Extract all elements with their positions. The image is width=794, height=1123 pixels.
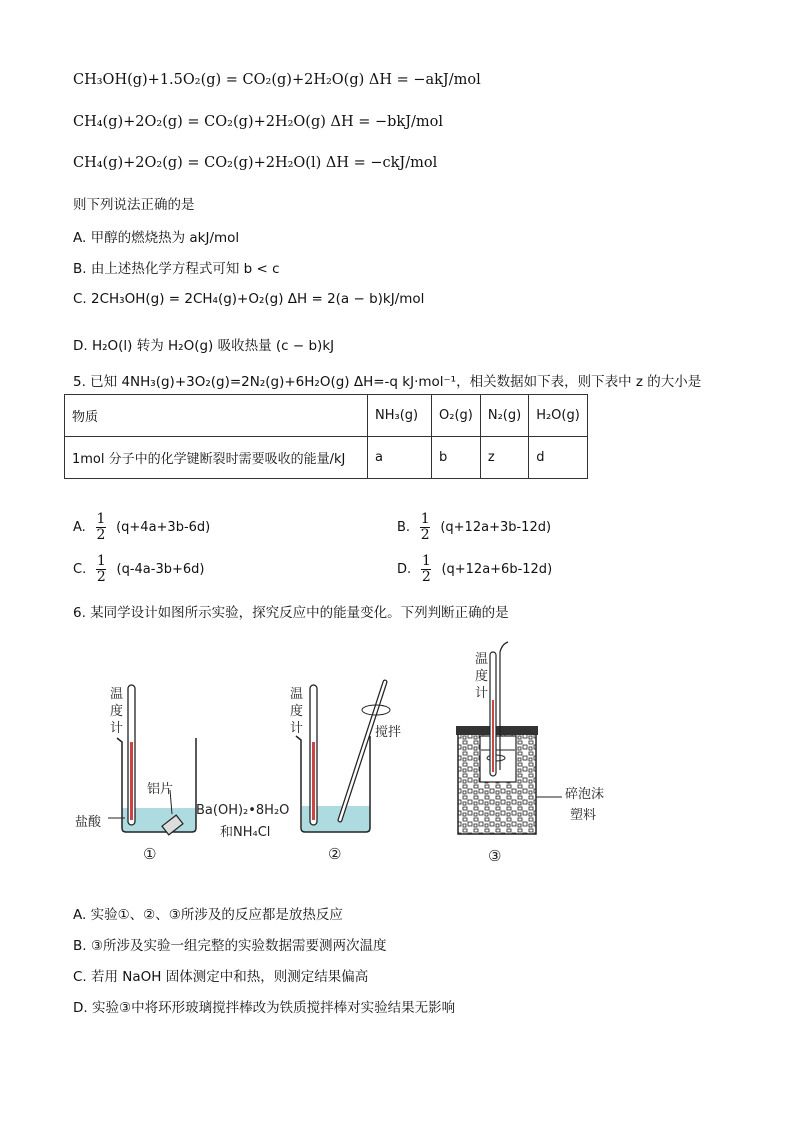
option-expression: (q+12a+3b-12d) [440, 520, 552, 535]
table-header-cell: O₂(g) [432, 395, 481, 437]
table-header-cell: N₂(g) [480, 395, 528, 437]
stir-label: 搅拌 [375, 725, 402, 740]
option-letter: C. [73, 562, 87, 577]
table-cell: d [529, 437, 588, 479]
question-4-stem: 则下列说法正确的是 [73, 197, 195, 213]
option-letter: A. [73, 520, 86, 535]
reagent-label-line2: 和NH₄Cl [220, 825, 271, 840]
q6-option-c: C. 若用 NaOH 固体测定中和热，则测定结果偏高 [73, 969, 369, 985]
fraction-numerator: 1 [96, 553, 106, 569]
fraction-denominator: 2 [96, 527, 106, 543]
inner-beaker [480, 736, 516, 782]
reagent-label-line1: Ba(OH)₂•8H₂O [196, 803, 290, 818]
fraction [96, 554, 106, 585]
option-expression: (q-4a-3b+6d) [116, 562, 205, 577]
thermometer-label-char: 温 [290, 687, 304, 702]
option-expression: (q+12a+6b-12d) [441, 562, 553, 577]
q6-option-b: B. ③所涉及实验一组完整的实验数据需要测两次温度 [73, 938, 387, 954]
q6-option-d: D. 实验③中将环形玻璃搅拌棒改为铁质搅拌棒对实验结果无影响 [73, 1000, 456, 1016]
foam-label-2: 塑料 [570, 808, 597, 823]
aluminum-label: 铝片 [147, 782, 174, 797]
table-header-cell: NH₃(g) [368, 395, 432, 437]
figure-label-3: ③ [488, 847, 502, 865]
equation-3: CH₄(g)+2O₂(g) = CO₂(g)+2H₂O(l) ΔH = −ckJ/mol [73, 155, 438, 171]
q4-option-b: B. 由上述热化学方程式可知 b < c [73, 261, 280, 277]
thermometer-label-char: 计 [290, 721, 304, 736]
q4-option-a: A. 甲醇的燃烧热为 akJ/mol [73, 230, 240, 246]
beaker-2 [196, 682, 401, 863]
figure-label-1: ① [143, 845, 157, 863]
option-letter: D. [397, 562, 412, 577]
option-letter: B. [397, 520, 411, 535]
q5-option-d [397, 554, 552, 585]
thermometer-label-char: 计 [475, 686, 489, 701]
fraction-numerator: 1 [420, 511, 430, 527]
figure-label-2: ② [328, 845, 342, 863]
fraction-numerator: 1 [421, 553, 431, 569]
table-header-cell: H₂O(g) [529, 395, 588, 437]
fraction-denominator: 2 [96, 569, 106, 585]
question-6-stem: 6. 某同学设计如图所示实验，探究反应中的能量变化。下列判断正确的是 [73, 605, 509, 621]
table-header-cell: 物质 [65, 395, 368, 437]
thermometer-label-char: 温 [110, 687, 124, 702]
fraction [421, 554, 431, 585]
thermometer-label-char: 温 [475, 652, 489, 667]
q5-option-a [73, 512, 210, 543]
table-cell: 1mol 分子中的化学键断裂时需要吸收的能量/kJ [65, 437, 368, 479]
calorimeter-lid [456, 726, 538, 735]
fraction-denominator: 2 [420, 527, 430, 543]
q6-option-a: A. 实验①、②、③所涉及的反应都是放热反应 [73, 907, 343, 923]
table-cell: b [432, 437, 481, 479]
thermometer-label [290, 687, 307, 736]
thermometer-label-char: 计 [110, 721, 124, 736]
fraction [96, 512, 106, 543]
q5-option-b [397, 512, 551, 543]
thermometer-label [110, 687, 127, 736]
option-expression: (q+4a+3b-6d) [116, 520, 211, 535]
fraction [420, 512, 430, 543]
beaker-1 [75, 685, 196, 863]
equation-2: CH₄(g)+2O₂(g) = CO₂(g)+2H₂O(g) ΔH = −bkJ/mol [73, 114, 444, 130]
table-row [65, 395, 588, 437]
equation-1: CH₃OH(g)+1.5O₂(g) = CO₂(g)+2H₂O(g) ΔH = −akJ/mol [73, 72, 481, 88]
fraction-numerator: 1 [96, 511, 106, 527]
experiment-figure [0, 630, 794, 880]
q5-option-c [73, 554, 204, 585]
fraction-denominator: 2 [421, 569, 431, 585]
thermometer-label-char: 度 [290, 704, 304, 719]
q4-option-d: D. H₂O(l) 转为 H₂O(g) 吸收热量 (c − b)kJ [73, 338, 335, 354]
table-cell: a [368, 437, 432, 479]
acid-label: 盐酸 [75, 815, 102, 830]
thermometer-label-char: 度 [110, 704, 124, 719]
bond-energy-table [64, 394, 588, 479]
thermometer-label-char: 度 [475, 669, 489, 684]
calorimeter [456, 642, 604, 865]
question-5-stem: 5. 已知 4NH₃(g)+3O₂(g)=2N₂(g)+6H₂O(g) ΔH=-q kJ·mol⁻¹，相关数据如下表，则下表中 z 的大小是 [73, 374, 702, 390]
foam-label-1: 碎泡沫 [565, 787, 605, 802]
table-row [65, 437, 588, 479]
q4-option-c: C. 2CH₃OH(g) = 2CH₄(g)+O₂(g) ΔH = 2(a − b)kJ/mol [73, 291, 425, 307]
table-cell: z [480, 437, 528, 479]
